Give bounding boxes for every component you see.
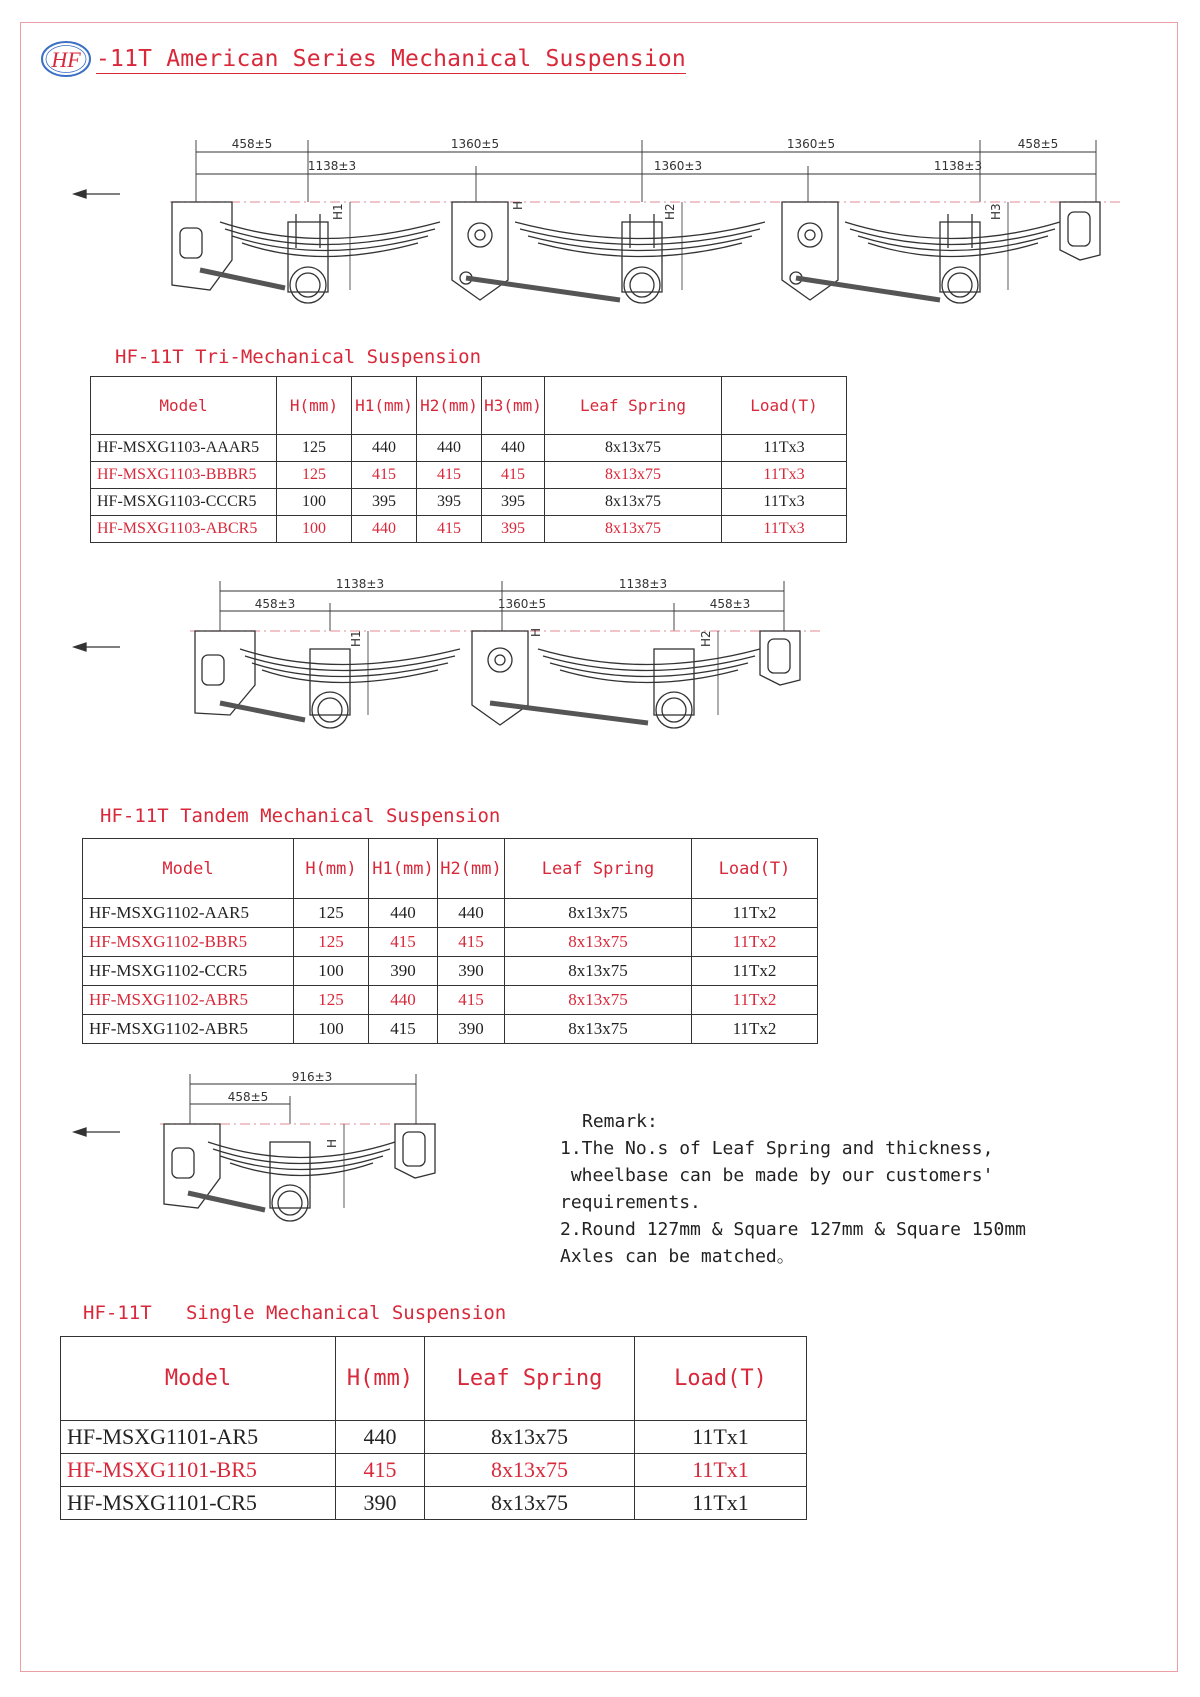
- col-header: H2(mm): [417, 377, 482, 435]
- table-cell: 440: [369, 986, 438, 1015]
- table-row: [83, 899, 818, 928]
- col-header: H2(mm): [438, 839, 505, 899]
- axle: [654, 649, 694, 728]
- rear-hanger: [395, 1124, 435, 1178]
- tri-suspension-drawing: [60, 130, 1140, 330]
- model-cell: HF-MSXG1101-BR5: [61, 1454, 336, 1487]
- table-cell: 11Tx3: [722, 435, 847, 462]
- table-cell: 125: [294, 928, 369, 957]
- table-cell: 100: [294, 957, 369, 986]
- table-cell: 415: [369, 1015, 438, 1044]
- table-cell: 100: [277, 516, 352, 543]
- dim-label: 1360±3: [653, 159, 703, 173]
- table-cell: 125: [294, 986, 369, 1015]
- table-cell: 125: [277, 435, 352, 462]
- dim-label: H: [325, 1138, 339, 1148]
- dim-label: H2: [663, 203, 677, 220]
- model-cell: HF-MSXG1103-ABCR5: [91, 516, 277, 543]
- table-cell: 125: [294, 899, 369, 928]
- table-row: [91, 462, 847, 489]
- rear-hanger: [760, 631, 800, 685]
- dim-label: 458±3: [254, 597, 296, 611]
- table-cell: 415: [417, 516, 482, 543]
- remark-line: wheelbase can be made by our customers': [560, 1165, 994, 1186]
- table-row: [61, 1454, 807, 1487]
- remark-line: 2.Round 127mm & Square 127mm & Square 150mm: [560, 1219, 1026, 1240]
- dim-label: 1138±3: [335, 577, 385, 591]
- table-cell: 125: [277, 462, 352, 489]
- leaf-spring: [208, 1142, 395, 1176]
- col-header: Load(T): [722, 377, 847, 435]
- col-header: Load(T): [635, 1337, 807, 1421]
- remark-title: Remark:: [582, 1111, 658, 1132]
- col-header: Model: [91, 377, 277, 435]
- table-cell: 11Tx3: [722, 489, 847, 516]
- model-cell: HF-MSXG1102-ABR5: [83, 986, 294, 1015]
- torque-arm: [490, 703, 648, 723]
- axle: [622, 214, 662, 303]
- table-row: [83, 957, 818, 986]
- table-cell: 11Tx2: [692, 1015, 818, 1044]
- table-row: [83, 1015, 818, 1044]
- axle: [270, 1142, 310, 1221]
- page-title: -11T American Series Mechanical Suspension: [96, 46, 686, 72]
- table-cell: 440: [336, 1421, 425, 1454]
- leaf-spring: [220, 222, 440, 257]
- col-header: Model: [61, 1337, 336, 1421]
- dim-label: 916±3: [291, 1070, 333, 1084]
- table-cell: 415: [482, 462, 545, 489]
- table-cell: 8x13x75: [505, 928, 692, 957]
- dim-label: 1360±5: [786, 137, 836, 151]
- table-cell: 440: [369, 899, 438, 928]
- dim-label: H1: [349, 630, 363, 647]
- table-cell: 11Tx1: [635, 1421, 807, 1454]
- model-cell: HF-MSXG1102-BBR5: [83, 928, 294, 957]
- axle: [288, 214, 328, 303]
- table-cell: 440: [352, 516, 417, 543]
- col-header: Model: [83, 839, 294, 899]
- leaf-spring: [538, 649, 760, 683]
- model-cell: HF-MSXG1103-CCCR5: [91, 489, 277, 516]
- dim-label: 1138±3: [933, 159, 983, 173]
- rear-hanger: [1060, 202, 1100, 260]
- table-cell: 8x13x75: [425, 1421, 635, 1454]
- dim-label: 1138±3: [307, 159, 357, 173]
- model-cell: HF-MSXG1102-CCR5: [83, 957, 294, 986]
- dim-label: 1138±3: [618, 577, 668, 591]
- col-header: Load(T): [692, 839, 818, 899]
- dim-label: H1: [331, 203, 345, 220]
- table-cell: 8x13x75: [545, 435, 722, 462]
- remark-line: Axles can be matched。: [560, 1246, 795, 1267]
- table-cell: 11Tx1: [635, 1487, 807, 1520]
- col-header: Leaf Spring: [545, 377, 722, 435]
- table-cell: 8x13x75: [545, 462, 722, 489]
- tri-section-title: HF-11T Tri-Mechanical Suspension: [115, 346, 482, 368]
- table-cell: 8x13x75: [425, 1454, 635, 1487]
- dim-label: H: [529, 627, 543, 637]
- table-cell: 440: [438, 899, 505, 928]
- dim-label: H2: [699, 630, 713, 647]
- single-suspension-drawing: [60, 1068, 460, 1258]
- table-cell: 395: [352, 489, 417, 516]
- table-cell: 8x13x75: [545, 489, 722, 516]
- table-cell: 395: [482, 489, 545, 516]
- table-cell: 390: [336, 1487, 425, 1520]
- remark-line: 1.The No.s of Leaf Spring and thickness,: [560, 1138, 994, 1159]
- table-cell: 11Tx2: [692, 928, 818, 957]
- remark-block: [560, 1108, 1060, 1270]
- axle: [310, 649, 350, 728]
- table-cell: 8x13x75: [425, 1487, 635, 1520]
- dim-label: 1360±5: [450, 137, 500, 151]
- table-cell: 390: [369, 957, 438, 986]
- col-header: Leaf Spring: [425, 1337, 635, 1421]
- table-cell: 415: [438, 928, 505, 957]
- dim-label: H3: [989, 203, 1003, 220]
- dim-label: 458±3: [709, 597, 751, 611]
- table-cell: 440: [352, 435, 417, 462]
- table-row: [83, 928, 818, 957]
- equalizer-hanger: [472, 631, 528, 725]
- torque-arm: [796, 278, 940, 300]
- col-header: H(mm): [336, 1337, 425, 1421]
- table-cell: 390: [438, 1015, 505, 1044]
- table-cell: 415: [336, 1454, 425, 1487]
- direction-arrow-icon: [74, 190, 120, 198]
- table-cell: 8x13x75: [545, 516, 722, 543]
- model-cell: HF-MSXG1101-CR5: [61, 1487, 336, 1520]
- leaf-spring: [515, 222, 765, 257]
- dim-label: 458±5: [1017, 137, 1059, 151]
- table-row: [61, 1421, 807, 1454]
- tri-spec-table: [90, 376, 847, 543]
- table-cell: 100: [277, 489, 352, 516]
- model-cell: HF-MSXG1102-AAR5: [83, 899, 294, 928]
- table-cell: 440: [417, 435, 482, 462]
- model-cell: HF-MSXG1103-BBBR5: [91, 462, 277, 489]
- svg-text:HF: HF: [51, 47, 81, 72]
- table-cell: 11Tx3: [722, 462, 847, 489]
- model-cell: HF-MSXG1103-AAAR5: [91, 435, 277, 462]
- col-header: Leaf Spring: [505, 839, 692, 899]
- col-header: H3(mm): [482, 377, 545, 435]
- table-cell: 11Tx2: [692, 986, 818, 1015]
- table-cell: 395: [417, 489, 482, 516]
- table-row: [91, 435, 847, 462]
- table-cell: 11Tx1: [635, 1454, 807, 1487]
- table-row: [61, 1487, 807, 1520]
- table-cell: 415: [417, 462, 482, 489]
- torque-arm: [466, 278, 620, 300]
- single-section-title: HF-11T Single Mechanical Suspension: [83, 1302, 507, 1324]
- dim-label: 458±5: [227, 1090, 269, 1104]
- table-cell: 415: [438, 986, 505, 1015]
- table-cell: 415: [352, 462, 417, 489]
- col-header: H(mm): [294, 839, 369, 899]
- axle: [940, 214, 980, 303]
- dim-label: H: [511, 200, 525, 210]
- table-row: [83, 986, 818, 1015]
- dim-label: 1360±5: [497, 597, 547, 611]
- table-cell: 8x13x75: [505, 957, 692, 986]
- table-cell: 415: [369, 928, 438, 957]
- hf-logo: [40, 40, 92, 78]
- leaf-spring: [845, 222, 1060, 257]
- table-cell: 440: [482, 435, 545, 462]
- tandem-section-title: HF-11T Tandem Mechanical Suspension: [100, 805, 501, 827]
- dim-label: 458±5: [231, 137, 273, 151]
- table-row: [91, 489, 847, 516]
- table-cell: 11Tx2: [692, 899, 818, 928]
- model-cell: HF-MSXG1102-ABR5: [83, 1015, 294, 1044]
- table-cell: 8x13x75: [505, 986, 692, 1015]
- table-cell: 395: [482, 516, 545, 543]
- direction-arrow-icon: [74, 643, 120, 651]
- tandem-suspension-drawing: [60, 575, 840, 765]
- table-cell: 11Tx3: [722, 516, 847, 543]
- table-row: [91, 516, 847, 543]
- col-header: H1(mm): [369, 839, 438, 899]
- col-header: H1(mm): [352, 377, 417, 435]
- model-cell: HF-MSXG1101-AR5: [61, 1421, 336, 1454]
- tandem-spec-table: [82, 838, 818, 1044]
- table-cell: 8x13x75: [505, 899, 692, 928]
- torque-arm: [188, 1193, 265, 1210]
- single-spec-table: [60, 1336, 807, 1520]
- table-cell: 11Tx2: [692, 957, 818, 986]
- col-header: H(mm): [277, 377, 352, 435]
- direction-arrow-icon: [74, 1128, 120, 1136]
- remark-line: requirements.: [560, 1192, 701, 1213]
- table-cell: 100: [294, 1015, 369, 1044]
- table-cell: 390: [438, 957, 505, 986]
- table-cell: 8x13x75: [505, 1015, 692, 1044]
